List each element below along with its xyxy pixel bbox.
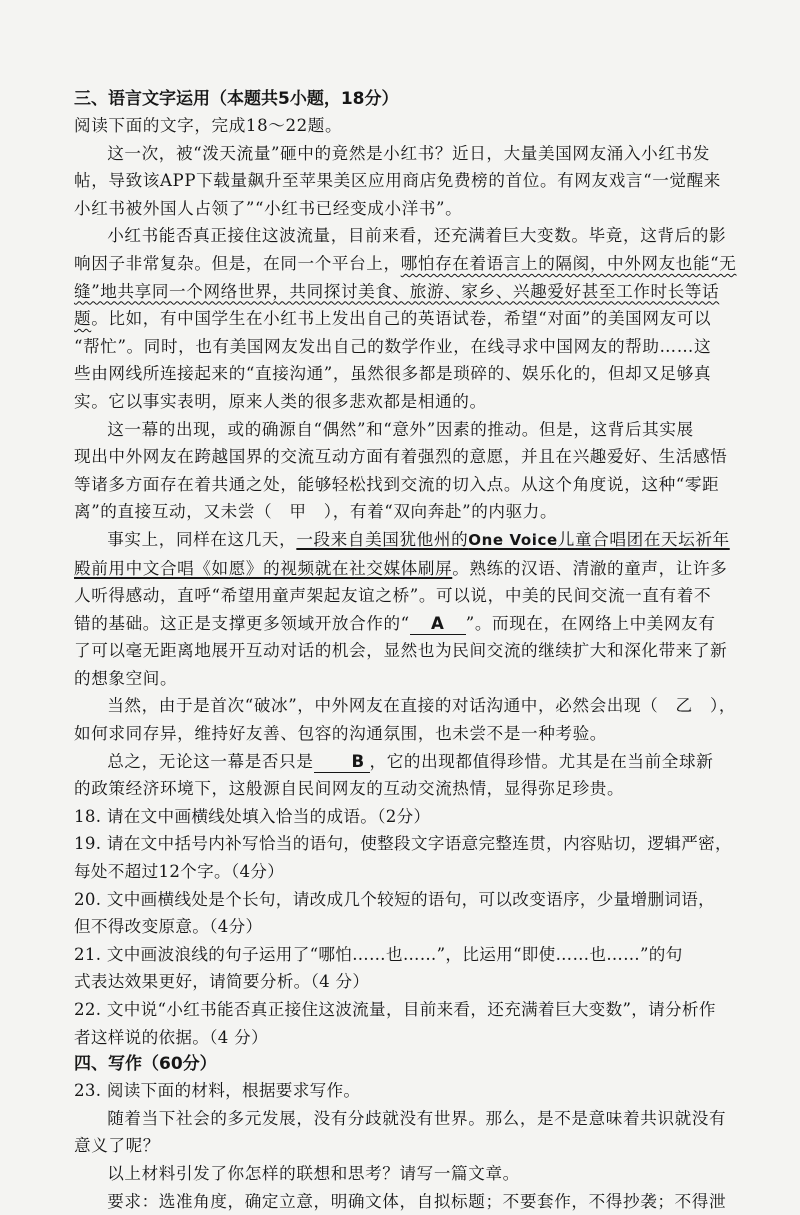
passage-text: 总之，无论这一幕是否只是 [107, 751, 314, 771]
question-20: 20. 文中画横线处是个长句，请改成几个较短的语句，可以改变语序，少量增删词语， [74, 889, 716, 909]
passage-line [74, 526, 752, 555]
passage-line: 小红书能否真正接住这波流量，目前来看，还充满着巨大变数。毕竟，这背后的影 [107, 226, 727, 246]
passage-line: 小红书被外国人占领了”“小红书已经变成小洋书”。 [74, 198, 463, 218]
passage-line [74, 278, 752, 306]
question-19: 19. 请在文中括号内补写恰当的语句，使整段文字语意完整连贯，内容贴切，逻辑严密， [74, 834, 732, 854]
underlined-text: 一段来自美国犹他州的 [296, 529, 469, 549]
question-22-cont: 者这样说的依据。（4 分） [74, 1027, 268, 1047]
passage-line [74, 555, 752, 583]
question-20-cont: 但不得改变原意。（4分） [74, 917, 263, 937]
passage-line: 这一幕的出现，或的确源自“偶然”和“意外”因素的推动。但是，这背后其实展 [107, 419, 694, 439]
question-18: 18. 请在文中画横线处填入恰当的成语。（2分） [74, 806, 431, 826]
passage-line: 离”的直接互动，又未尝（ 甲 ），有着“双向奔赴”的内驱力。 [74, 502, 558, 522]
underlined-text: 儿童合唱团在天坛祈年 [557, 529, 730, 549]
passage-text: 响因子非常复杂。但是，在同一个平台上， [74, 253, 401, 273]
passage-text: ”。而现在，在网络上中美网友有 [465, 613, 716, 633]
passage-line: 人听得感动，直呼“希望用童声架起友谊之桥”。可以说，中美的民间交流一直有着不 [74, 586, 712, 606]
underlined-long-sentence: 殿前用中文合唱《如愿》的视频就在社交媒体刷屏 [74, 558, 453, 578]
wavy-underlined-sentence: 哪怕存在着语言上的隔阂，中外网友也能“无 [400, 253, 737, 273]
passage-line: 如何求同存异，维持好友善、包容的沟通氛围，也未尝不是一种考验。 [74, 724, 608, 744]
passage-text: ，它的出现都值得珍惜。尤其是在当前全球新 [369, 751, 714, 771]
passage-line: 这一次，被“泼天流量”砸中的竟然是小红书？近日，大量美国网友涌入小红书发 [107, 143, 710, 163]
underlined-long-sentence [296, 530, 729, 549]
passage-line: 的想象空间。 [74, 668, 178, 688]
passage-text: 事实上，同样在这几天， [107, 529, 297, 549]
passage-line: 的政策经济环境下，这般源自民间网友的互动交流热情，显得弥足珍贵。 [74, 779, 625, 799]
wavy-underlined-sentence: 题 [74, 309, 92, 329]
passage-line [74, 305, 752, 333]
question-23: 23. 阅读下面的材料，根据要求写作。 [74, 1081, 361, 1101]
question-21: 21. 文中画波浪线的句子运用了“哪怕……也……”，比运用“即使……也……”的句 [74, 944, 683, 964]
passage-line: 些由网线所连接起来的“直接沟通”，虽然很多都是琐碎的、娱乐化的，但却又足够真 [74, 364, 712, 384]
question-19-cont: 每处不超过12个字。（4分） [74, 862, 285, 882]
writing-prompt: 以上材料引发了你怎样的联想和思考？请写一篇文章。 [107, 1163, 520, 1183]
passage-line: 帖，导致该APP下载量飙升至苹果美区应用商店免费榜的首位。有网友戏言“一觉醒来 [74, 171, 721, 191]
blank-b: B [314, 752, 370, 773]
passage-text: 错的基础。这正是支撑更多领域开放合作的“ [74, 613, 410, 633]
passage-line [74, 748, 752, 776]
material-line: 意义了呢？ [74, 1136, 160, 1156]
passage-line [74, 610, 752, 638]
passage-line: 当然，由于是首次“破冰”，中外网友在直接的对话沟通中，必然会出现（ 乙 ）， [107, 696, 737, 716]
passage-line: 实。它以事实表明，原来人类的很多悲欢都是相通的。 [74, 391, 487, 411]
wavy-underlined-sentence: 缝”地共享同一个网络世界，共同探讨美食、旅游、家乡、兴趣爱好甚至工作时长等话 [74, 281, 720, 301]
passage-text: 。比如，有中国学生在小红书上发出自己的英语试卷，希望“对面”的美国网友可以 [91, 309, 712, 329]
choir-name: One Voice [468, 530, 558, 549]
passage-line: “帮忙”。同时，也有美国网友发出自己的数学作业，在线寻求中国网友的帮助……这 [74, 336, 712, 356]
section-3-instruction: 阅读下面的文字，完成18～22题。 [74, 116, 343, 135]
material-line: 随着当下社会的多元发展，没有分歧就没有世界。那么，是不是意味着共识就没有 [107, 1108, 727, 1128]
section-3-title: 三、语言文字运用（本题共5小题，18分） [74, 89, 399, 109]
section-4-title: 四、写作（60分） [74, 1054, 217, 1075]
passage-line: 等诸多方面存在着共通之处，能够轻松找到交流的切入点。从这个角度说，这种“零距 [74, 474, 720, 494]
question-22: 22. 文中说“小红书能否真正接住这波流量，目前来看，还充满着巨大变数”，请分析作 [74, 1000, 716, 1019]
writing-requirements: 要求：选准角度，确定立意，明确文体，自拟标题；不要套作，不得抄袭；不得泄 [107, 1191, 727, 1211]
blank-a: A [410, 614, 466, 635]
passage-line [74, 250, 752, 278]
passage-line: 了可以毫无距离地展开互动对话的机会，显然也为民间交流的继续扩大和深化带来了新 [74, 641, 728, 661]
passage-line: 现出中外网友在跨越国界的交流互动方面有着强烈的意愿，并且在兴趣爱好、生活感悟 [74, 447, 728, 467]
question-21-cont: 式表达效果更好，请简要分析。（4 分） [74, 972, 370, 992]
passage-text: 。熟练的汉语、清澈的童声，让许多 [452, 558, 728, 578]
